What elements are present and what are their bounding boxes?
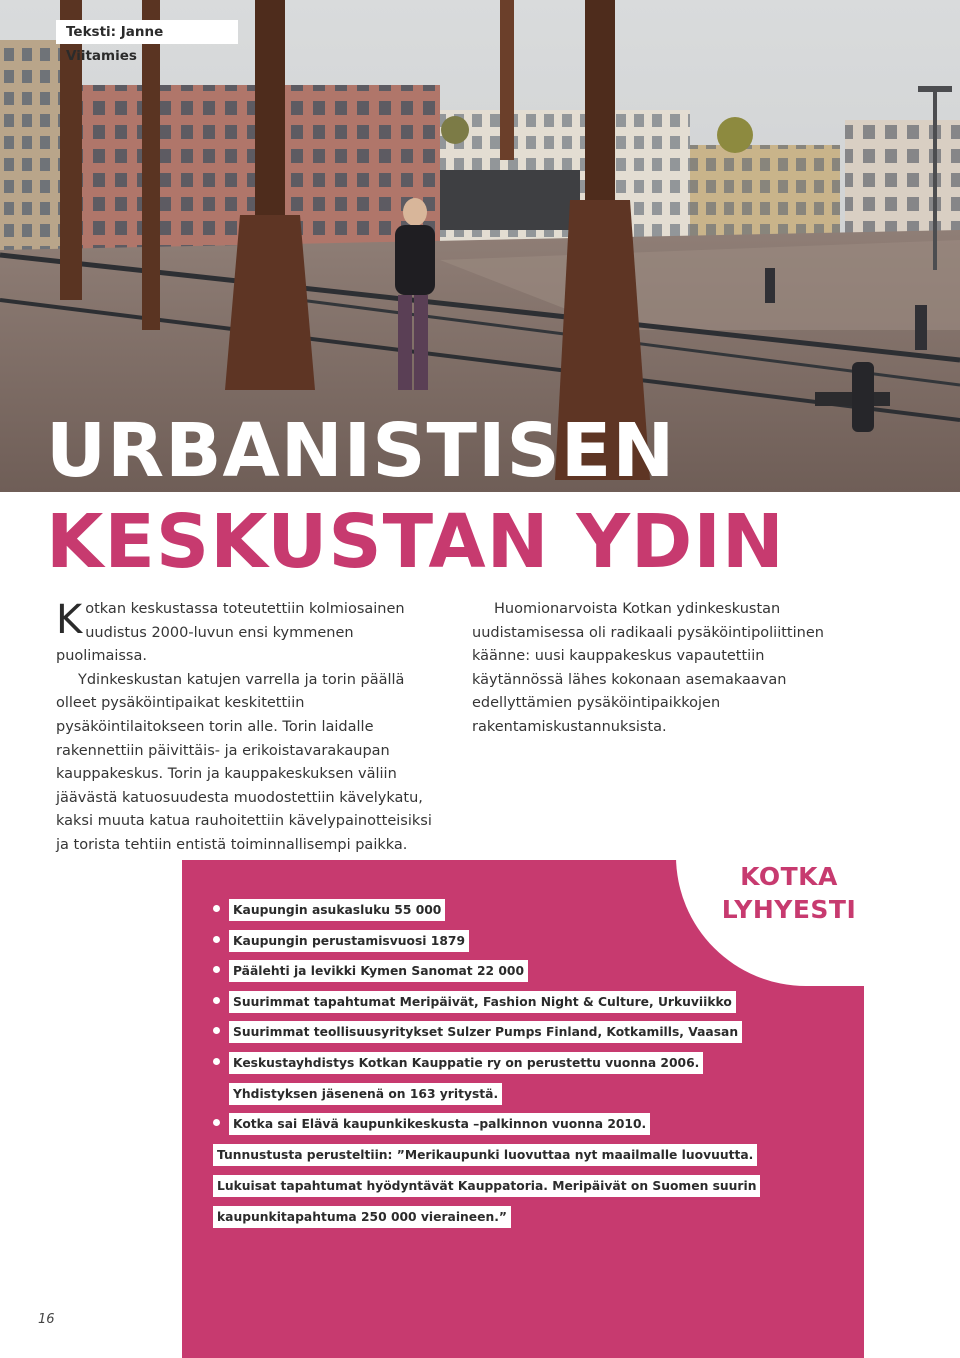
bullet-icon (213, 966, 220, 973)
fact-text: Yhdistyksen jäsenenä on 163 yritystä. (229, 1083, 502, 1105)
bullet-icon (213, 1058, 220, 1065)
fact-text: Suurimmat tapahtumat Meripäivät, Fashion Night & Culture, Urkuviikko (229, 991, 736, 1013)
bullet-icon (213, 1119, 220, 1126)
bullet-icon (213, 1027, 220, 1034)
fact-text: Lukuisat tapahtumat hyödyntävät Kauppatoria. Meripäivät on Suomen suurin (213, 1175, 760, 1197)
paragraph-intro: otkan keskustassa toteutettiin kolmiosainen uudistus 2000-luvun ensi kymmenen puolimaissa. (56, 601, 405, 665)
paragraph-policy: Huomionarvoista Kotkan ydinkeskustan uudistamisessa oli radikaali pysäköintipoliittinen käänne: uusi kauppakeskus vapautettiin käytännössä lähes kokonaan asemakaavan edellyttämien pysäköintipaikkojen rakentamiskustannuksista. (472, 601, 824, 735)
fact-text: Päälehti ja levikki Kymen Sanomat 22 000 (229, 960, 528, 982)
bullet-icon (213, 997, 220, 1004)
paragraph-parking: Ydinkeskustan katujen varrella ja torin päällä olleet pysäköintipaikat keskitettiin pysäköintilaitokseen torin alle. Torin laidalle rakennettiin päivittäis- ja erikoistavarakaupan kauppakeskus. Torin ja kauppakeskuksen väliin jäävästä katuosuudesta muodostettiin kävelykatu, kaksi muuta katua rauhoitettiin kävelypainotteisiksi ja torista tehtiin entistä toiminnallisempi paikka. (56, 671, 432, 853)
article-column-right (472, 598, 844, 740)
headline-line-1: URBANISTISEN (46, 408, 676, 494)
fact-text: Keskustayhdistys Kotkan Kauppatie ry on perustettu vuonna 2006. (229, 1052, 703, 1074)
drop-cap: K (56, 597, 83, 643)
headline-line-2: KESKUSTAN YDIN (46, 499, 785, 585)
bullet-icon (213, 936, 220, 943)
author-credit: Teksti: Janne Viitamies (56, 20, 238, 44)
fact-text: Kaupungin perustamisvuosi 1879 (229, 930, 469, 952)
fact-text: Kaupungin asukasluku 55 000 (229, 899, 445, 921)
fact-text: Tunnustusta perusteltiin: ”Merikaupunki luovuttaa nyt maailmalle luovuutta. (213, 1144, 757, 1166)
fact-text: Suurimmat teollisuusyritykset Sulzer Pumps Finland, Kotkamills, Vaasan (229, 1021, 742, 1043)
fact-box-title-line-1: KOTKA (740, 862, 838, 891)
fact-text: kaupunkitapahtuma 250 000 vieraineen.” (213, 1206, 511, 1228)
article-column-left (56, 598, 436, 858)
fact-box-title (694, 860, 884, 926)
page-number: 16 (38, 1312, 55, 1327)
fact-box-title-line-2: LYHYESTI (721, 895, 857, 924)
bullet-icon (213, 905, 220, 912)
fact-text: Kotka sai Elävä kaupunkikeskusta –palkinnon vuonna 2010. (229, 1113, 650, 1135)
